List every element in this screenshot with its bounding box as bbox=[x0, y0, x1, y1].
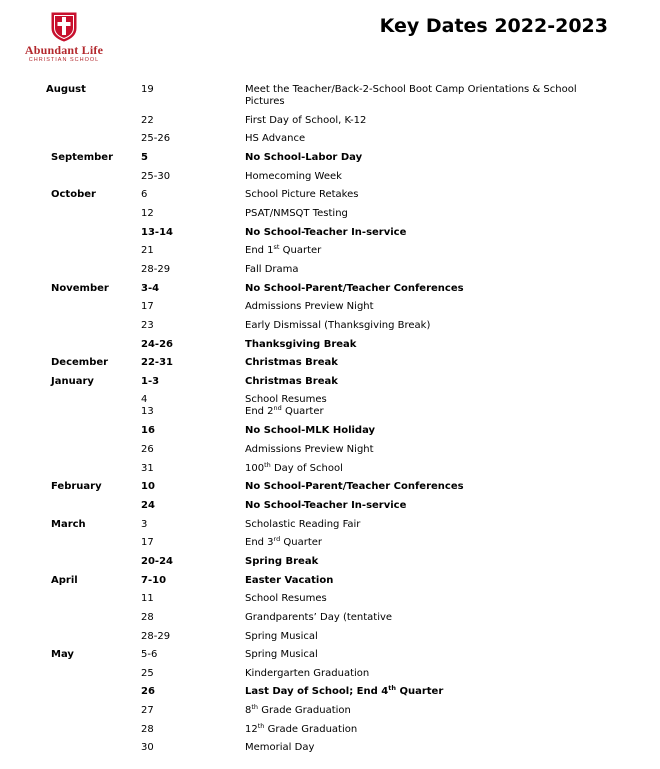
ordinal-suffix: st bbox=[273, 243, 280, 251]
month-cell bbox=[46, 171, 141, 189]
date-cell: 6 bbox=[141, 189, 148, 200]
event-cell bbox=[245, 686, 595, 705]
event-text: Memorial Day bbox=[245, 742, 315, 753]
date-row bbox=[46, 463, 595, 481]
month-cell bbox=[46, 519, 141, 537]
month-cell bbox=[46, 742, 141, 760]
event-text-suffix: Quarter bbox=[280, 537, 323, 548]
event-cell bbox=[245, 394, 595, 406]
month-cell bbox=[46, 245, 141, 264]
month-cell bbox=[46, 463, 141, 481]
logo-name: Abundant Life bbox=[24, 43, 104, 57]
date-cell: 3 bbox=[141, 519, 148, 530]
event-cell bbox=[245, 519, 595, 537]
date-cell: 30 bbox=[141, 742, 154, 753]
event-cell bbox=[245, 593, 595, 612]
month-label: March bbox=[51, 519, 86, 530]
event-cell bbox=[245, 575, 595, 593]
month-cell bbox=[46, 301, 141, 320]
month-cell bbox=[46, 612, 141, 631]
event-text: School Resumes bbox=[245, 593, 327, 604]
event-cell bbox=[245, 264, 595, 283]
month-cell bbox=[46, 668, 141, 686]
month-cell bbox=[46, 593, 141, 612]
event-cell bbox=[245, 152, 595, 171]
month-label: December bbox=[51, 357, 109, 368]
month-label: August bbox=[46, 84, 86, 95]
date-row bbox=[46, 631, 595, 649]
event-text-suffix: Quarter bbox=[395, 686, 444, 697]
date-row bbox=[46, 245, 595, 264]
event-text-suffix: Grade Graduation bbox=[258, 705, 351, 716]
event-cell bbox=[245, 133, 595, 152]
date-cell: 28-29 bbox=[141, 264, 171, 275]
date-row bbox=[46, 264, 595, 283]
month-label: January bbox=[51, 376, 94, 387]
date-row bbox=[46, 519, 595, 537]
date-row bbox=[46, 301, 595, 320]
date-cell: 22-31 bbox=[141, 357, 173, 368]
month-label: October bbox=[51, 189, 96, 200]
event-cell bbox=[245, 444, 595, 463]
date-row bbox=[46, 575, 595, 593]
month-cell bbox=[46, 406, 141, 425]
event-text: Grandparents’ Day (tentative bbox=[245, 612, 393, 623]
date-cell: 31 bbox=[141, 463, 154, 474]
event-cell bbox=[245, 742, 595, 760]
event-text-suffix: Day of School bbox=[270, 463, 343, 474]
school-logo bbox=[22, 12, 106, 64]
event-text: No School-Parent/Teacher Conferences bbox=[245, 481, 464, 492]
event-cell bbox=[245, 189, 595, 208]
event-cell bbox=[245, 612, 595, 631]
date-cell: 1-3 bbox=[141, 376, 160, 387]
month-cell bbox=[46, 724, 141, 742]
event-text: No School-Parent/Teacher Conferences bbox=[245, 283, 464, 294]
date-row bbox=[46, 227, 595, 245]
date-cell: 26 bbox=[141, 444, 154, 455]
date-cell: 16 bbox=[141, 425, 155, 436]
event-text: End 3 bbox=[245, 537, 274, 548]
event-text: No School-MLK Holiday bbox=[245, 425, 376, 436]
month-label: November bbox=[51, 283, 109, 294]
event-cell bbox=[245, 357, 595, 376]
date-row bbox=[46, 500, 595, 519]
date-row bbox=[46, 537, 595, 556]
month-cell bbox=[46, 631, 141, 649]
ordinal-suffix: rd bbox=[273, 535, 281, 543]
event-text: Christmas Break bbox=[245, 357, 338, 368]
event-text: 100 bbox=[245, 463, 265, 474]
date-cell: 10 bbox=[141, 481, 155, 492]
event-text-suffix: Quarter bbox=[281, 406, 324, 417]
event-cell bbox=[245, 425, 595, 444]
date-row bbox=[46, 208, 595, 227]
month-label: February bbox=[51, 481, 102, 492]
ordinal-suffix: th bbox=[264, 461, 271, 469]
event-text: Last Day of School; End 4 bbox=[245, 686, 389, 697]
month-cell bbox=[46, 133, 141, 152]
event-cell bbox=[245, 84, 595, 115]
event-text-suffix: Quarter bbox=[279, 245, 322, 256]
month-cell bbox=[46, 357, 141, 376]
date-row bbox=[46, 425, 595, 444]
event-text: Thanksgiving Break bbox=[245, 339, 357, 350]
date-row bbox=[46, 724, 595, 742]
event-text: Early Dismissal (Thanksgiving Break) bbox=[245, 320, 431, 331]
month-cell bbox=[46, 481, 141, 500]
month-cell bbox=[46, 444, 141, 463]
ordinal-suffix: th bbox=[251, 703, 259, 711]
month-cell bbox=[46, 115, 141, 133]
month-cell bbox=[46, 208, 141, 227]
ordinal-suffix: th bbox=[388, 684, 396, 692]
date-cell: 11 bbox=[141, 593, 154, 604]
ordinal-suffix: nd bbox=[273, 404, 282, 412]
event-text: No School-Teacher In-service bbox=[245, 500, 407, 511]
date-row bbox=[46, 705, 595, 724]
month-cell bbox=[46, 339, 141, 357]
event-cell bbox=[245, 406, 595, 425]
shield-cross-icon bbox=[51, 12, 77, 42]
date-cell: 25 bbox=[141, 668, 154, 679]
month-cell bbox=[46, 227, 141, 245]
event-cell bbox=[245, 537, 595, 556]
date-row bbox=[46, 556, 595, 575]
event-cell bbox=[245, 171, 595, 189]
month-cell bbox=[46, 705, 141, 724]
date-cell: 4 bbox=[141, 394, 148, 405]
date-cell: 26 bbox=[141, 686, 155, 697]
event-text: 8 bbox=[245, 705, 252, 716]
date-row bbox=[46, 394, 595, 406]
date-row bbox=[46, 115, 595, 133]
ordinal-suffix: th bbox=[257, 722, 265, 730]
event-cell bbox=[245, 556, 595, 575]
date-row bbox=[46, 376, 595, 394]
date-cell: 28-29 bbox=[141, 631, 171, 642]
event-text: Christmas Break bbox=[245, 376, 338, 387]
event-text: Spring Musical bbox=[245, 631, 318, 642]
month-cell bbox=[46, 264, 141, 283]
date-row bbox=[46, 612, 595, 631]
month-cell bbox=[46, 283, 141, 301]
month-cell bbox=[46, 84, 141, 115]
date-row bbox=[46, 189, 595, 208]
date-cell: 25-26 bbox=[141, 133, 171, 144]
month-cell bbox=[46, 649, 141, 668]
event-text: Kindergarten Graduation bbox=[245, 668, 370, 679]
date-cell: 5-6 bbox=[141, 649, 158, 660]
event-text: Scholastic Reading Fair bbox=[245, 519, 361, 530]
date-cell: 28 bbox=[141, 612, 154, 623]
month-cell bbox=[46, 189, 141, 208]
event-text: 12 bbox=[245, 724, 258, 735]
event-cell bbox=[245, 245, 595, 264]
event-text: Homecoming Week bbox=[245, 171, 342, 182]
month-cell bbox=[46, 425, 141, 444]
event-cell bbox=[245, 208, 595, 227]
event-cell bbox=[245, 481, 595, 500]
date-cell: 5 bbox=[141, 152, 148, 163]
date-cell: 23 bbox=[141, 320, 154, 331]
month-cell bbox=[46, 537, 141, 556]
date-row bbox=[46, 481, 595, 500]
date-row bbox=[46, 320, 595, 339]
date-row bbox=[46, 406, 595, 425]
event-cell bbox=[245, 227, 595, 245]
event-cell bbox=[245, 301, 595, 320]
date-row bbox=[46, 339, 595, 357]
date-cell: 13-14 bbox=[141, 227, 173, 238]
event-text: Admissions Preview Night bbox=[245, 301, 374, 312]
date-row bbox=[46, 444, 595, 463]
event-text: Meet the Teacher/Back-2-School Boot Camp Orientations & School Pictures bbox=[245, 84, 577, 107]
page-title: Key Dates 2022-2023 bbox=[379, 15, 608, 37]
date-row bbox=[46, 357, 595, 376]
date-cell: 20-24 bbox=[141, 556, 173, 567]
event-cell bbox=[245, 631, 595, 649]
month-cell bbox=[46, 320, 141, 339]
logo-subtitle: CHRISTIAN SCHOOL bbox=[28, 57, 100, 63]
month-label: September bbox=[51, 152, 113, 163]
event-text-suffix: Grade Graduation bbox=[264, 724, 358, 735]
month-cell bbox=[46, 686, 141, 705]
date-row bbox=[46, 593, 595, 612]
event-cell bbox=[245, 115, 595, 133]
date-row bbox=[46, 686, 595, 705]
date-cell: 22 bbox=[141, 115, 154, 126]
date-cell: 25-30 bbox=[141, 171, 171, 182]
date-cell: 17 bbox=[141, 301, 154, 312]
event-text: School Picture Retakes bbox=[245, 189, 359, 200]
event-cell bbox=[245, 500, 595, 519]
month-cell bbox=[46, 394, 141, 406]
month-label: May bbox=[51, 649, 74, 660]
event-cell bbox=[245, 649, 595, 668]
month-cell bbox=[46, 152, 141, 171]
event-text: No School-Teacher In-service bbox=[245, 227, 407, 238]
event-cell bbox=[245, 724, 595, 742]
event-cell bbox=[245, 463, 595, 481]
event-text: End 2 bbox=[245, 406, 274, 417]
date-cell: 24-26 bbox=[141, 339, 173, 350]
month-cell bbox=[46, 376, 141, 394]
date-cell: 13 bbox=[141, 406, 154, 417]
event-text: Easter Vacation bbox=[245, 575, 334, 586]
date-row bbox=[46, 283, 595, 301]
event-text: Admissions Preview Night bbox=[245, 444, 374, 455]
event-text: End 1 bbox=[245, 245, 274, 256]
event-text: No School-Labor Day bbox=[245, 152, 363, 163]
month-cell bbox=[46, 556, 141, 575]
event-cell bbox=[245, 705, 595, 724]
date-row bbox=[46, 649, 595, 668]
month-label: April bbox=[51, 575, 78, 586]
date-row bbox=[46, 742, 595, 760]
event-cell bbox=[245, 283, 595, 301]
event-text: Spring Musical bbox=[245, 649, 318, 660]
date-cell: 19 bbox=[141, 84, 154, 95]
date-row bbox=[46, 84, 595, 115]
event-text: Fall Drama bbox=[245, 264, 299, 275]
date-cell: 12 bbox=[141, 208, 154, 219]
date-cell: 3-4 bbox=[141, 283, 160, 294]
event-cell bbox=[245, 339, 595, 357]
month-cell bbox=[46, 575, 141, 593]
date-cell: 21 bbox=[141, 245, 154, 256]
date-row bbox=[46, 171, 595, 189]
event-cell bbox=[245, 668, 595, 686]
event-text: School Resumes bbox=[245, 394, 327, 405]
date-cell: 27 bbox=[141, 705, 154, 716]
event-text: First Day of School, K-12 bbox=[245, 115, 367, 126]
event-text: HS Advance bbox=[245, 133, 306, 144]
event-text: PSAT/NMSQT Testing bbox=[245, 208, 348, 219]
month-cell bbox=[46, 500, 141, 519]
event-cell bbox=[245, 320, 595, 339]
event-cell bbox=[245, 376, 595, 394]
date-cell: 24 bbox=[141, 500, 155, 511]
date-cell: 17 bbox=[141, 537, 154, 548]
date-cell: 28 bbox=[141, 724, 154, 735]
date-row bbox=[46, 668, 595, 686]
event-text: Spring Break bbox=[245, 556, 319, 567]
date-cell: 7-10 bbox=[141, 575, 167, 586]
date-row bbox=[46, 152, 595, 171]
date-row bbox=[46, 133, 595, 152]
key-dates-rows bbox=[46, 84, 595, 760]
key-dates-table bbox=[46, 84, 595, 760]
